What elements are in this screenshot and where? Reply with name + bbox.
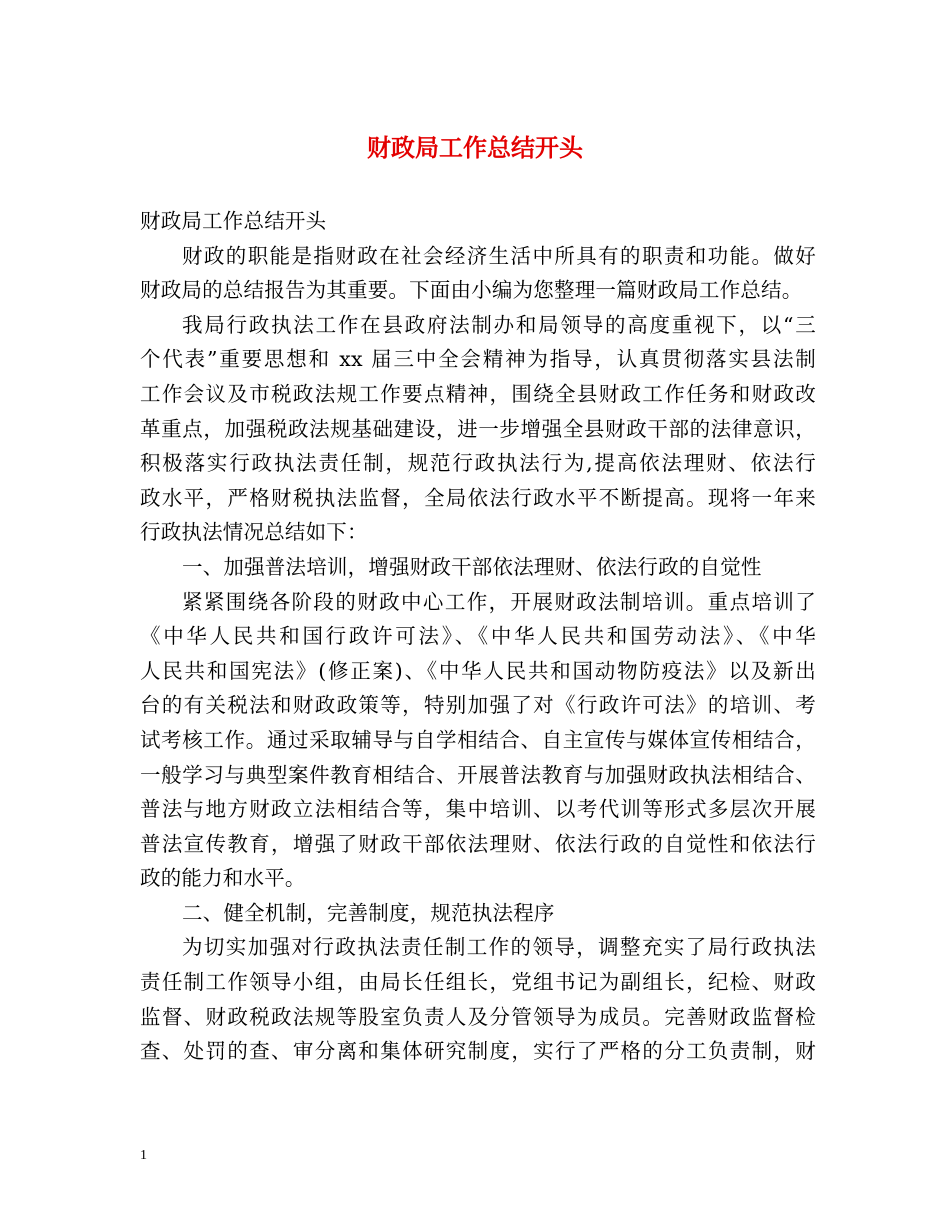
text-line: 我局行政执法工作在县政府法制办和局领导的高度重视下，以“三	[182, 312, 816, 337]
text-line: 工作会议及市税政法规工作要点精神，围绕全县财政工作任务和财政改	[140, 381, 816, 406]
text-line: 行政执法情况总结如下：	[140, 520, 368, 545]
text-line: 政水平，严格财税执法监督，全局依法行政水平不断提高。现将一年来	[140, 485, 816, 510]
text-line: 责任制工作领导小组，由局长任组长，党组书记为副组长，纪检、财政	[140, 970, 816, 995]
text-line: 普法与地方财政立法相结合等，集中培训、以考代训等形式多层次开展	[140, 797, 816, 822]
text-line: 革重点，加强税政法规基础建设，进一步增强全县财政干部的法律意识，	[140, 416, 816, 441]
text-line: 政的能力和水平。	[140, 866, 306, 891]
text-line: 积极落实行政执法责任制，规范行政执法行为,提高依法理财、依法行	[140, 451, 816, 476]
text-line: 监督、财政税政法规等股室负责人及分管领导为成员。完善财政监督检	[140, 1004, 816, 1029]
text-line: 一般学习与典型案件教育相结合、开展普法教育与加强财政执法相结合、	[140, 762, 816, 787]
text-line: 《中华人民共和国行政许可法》、《中华人民共和国劳动法》、《中华	[140, 624, 816, 649]
text-line: 财政局的总结报告为其重要。下面由小编为您整理一篇财政局工作总结。	[140, 278, 803, 303]
document-title: 财政局工作总结开头	[367, 133, 583, 162]
text-line: 试考核工作。通过采取辅导与自学相结合、自主宣传与媒体宣传相结合，	[140, 727, 816, 752]
text-line: 个代表”重要思想和 xx 届三中全会精神为指导，认真贯彻落实县法制	[140, 347, 816, 372]
text-line: 人民共和国宪法》(修正案)、《中华人民共和国动物防疫法》以及新出	[140, 658, 816, 683]
text-line: 二、健全机制，完善制度，规范执法程序	[182, 900, 555, 925]
text-line: 台的有关税法和财政政策等，特别加强了对《行政许可法》的培训、考	[140, 693, 816, 718]
text-line: 为切实加强对行政执法责任制工作的领导，调整充实了局行政执法	[182, 935, 816, 960]
text-line: 查、处罚的查、审分离和集体研究制度，实行了严格的分工负责制，财	[140, 1039, 816, 1064]
text-line: 紧紧围绕各阶段的财政中心工作，开展财政法制培训。重点培训了	[182, 589, 816, 614]
text-line: 财政的职能是指财政在社会经济生活中所具有的职责和功能。做好	[182, 243, 816, 268]
text-line: 一、加强普法培训，增强财政干部依法理财、依法行政的自觉性	[182, 554, 762, 579]
document-body	[140, 204, 816, 1069]
text-line: 财政局工作总结开头	[140, 209, 327, 233]
text-line: 普法宣传教育，增强了财政干部依法理财、依法行政的自觉性和依法行	[140, 831, 816, 856]
page-number: 1	[140, 1148, 147, 1163]
